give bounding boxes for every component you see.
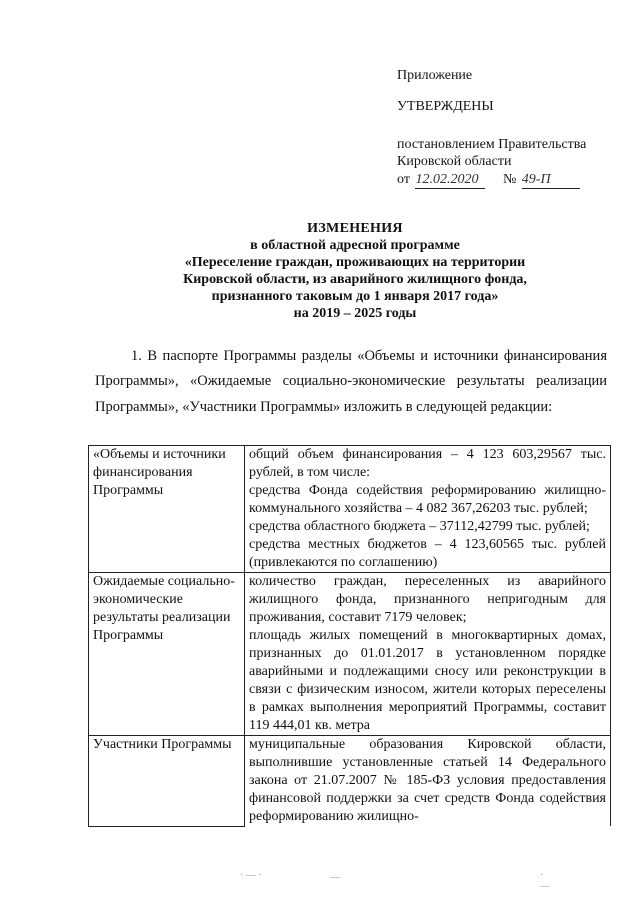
table-row: [89, 736, 611, 827]
row-label: Ожидаемые социально-экономические результаты реализации Программы: [89, 573, 245, 736]
decree-line-2: Кировской области: [397, 154, 512, 169]
row-content: [245, 573, 611, 736]
decree-number: 49-П: [522, 171, 580, 189]
row-content: [245, 446, 611, 573]
title-line-3: «Переселение граждан, проживающих на территории: [184, 255, 526, 270]
number-prefix: №: [502, 172, 517, 187]
content-line: средства Фонда содействия реформированию жилищно-коммунального хозяйства – 4 082 367,26203 тыс. рублей;: [249, 483, 606, 516]
row-content: [245, 736, 611, 827]
content-line: количество граждан, переселенных из аварийного жилищного фонда, признанного непригодным для проживания, составит 7179 человек;: [249, 574, 606, 625]
row-label: «Объемы и источники финансирования Программы: [89, 446, 245, 573]
decree-date: 12.02.2020: [415, 171, 485, 189]
decree-line-1: постановлением Правительства: [397, 137, 587, 152]
body-paragraph: [95, 344, 607, 420]
title-main: ИЗМЕНЕНИЯ: [307, 221, 403, 236]
title-line-2: в областной адресной программе: [250, 238, 460, 253]
title-line-6: на 2019 – 2025 годы: [293, 306, 417, 321]
content-line: муниципальные образования Кировской области, выполнившие установленные статьей 14 Федерального закона от 21.07.2007 № 185-ФЗ условия предоставления финансовой поддержки за счет средств Фонда содействия реформированию жилищно-: [249, 737, 606, 824]
content-line: площадь жилых помещений в многоквартирных домах, признанных до 01.01.2017 в установленном порядке аварийными и подлежащими сносу или реконструкции в связи с физическим износом, жители которых переселены в рамках выполнения мероприятий Программы, составит 119 444,01 кв. метра: [249, 628, 606, 733]
content-line: средства местных бюджетов – 4 123,60565 тыс. рублей (привлекаются по соглашению): [249, 537, 606, 570]
row-label: Участники Программы: [89, 736, 245, 827]
program-passport-table: [88, 445, 611, 827]
decree-date-line: [397, 171, 612, 189]
content-line: общий объем финансирования – 4 123 603,29567 тыс. рублей, в том числе:: [249, 447, 606, 480]
document-title: [95, 220, 615, 322]
title-line-4: Кировской области, из аварийного жилищного фонда,: [183, 272, 527, 287]
paragraph-text: 1. В паспорте Программы разделы «Объемы и источники финансирования Программы», «Ожидаемые социально-экономические результаты реализации Программы», «Участники Программы» изложить в следующей редакции:: [95, 348, 607, 415]
title-line-5: признанного таковым до 1 января 2017 года»: [211, 289, 499, 304]
appendix-label: Приложение: [397, 68, 473, 83]
table-row: [89, 446, 611, 573]
approved-label: УТВЕРЖДЕНЫ: [397, 99, 494, 114]
date-prefix: от: [397, 172, 410, 187]
content-line: средства областного бюджета – 37112,42799 тыс. рублей;: [249, 519, 590, 534]
table-row: [89, 573, 611, 736]
